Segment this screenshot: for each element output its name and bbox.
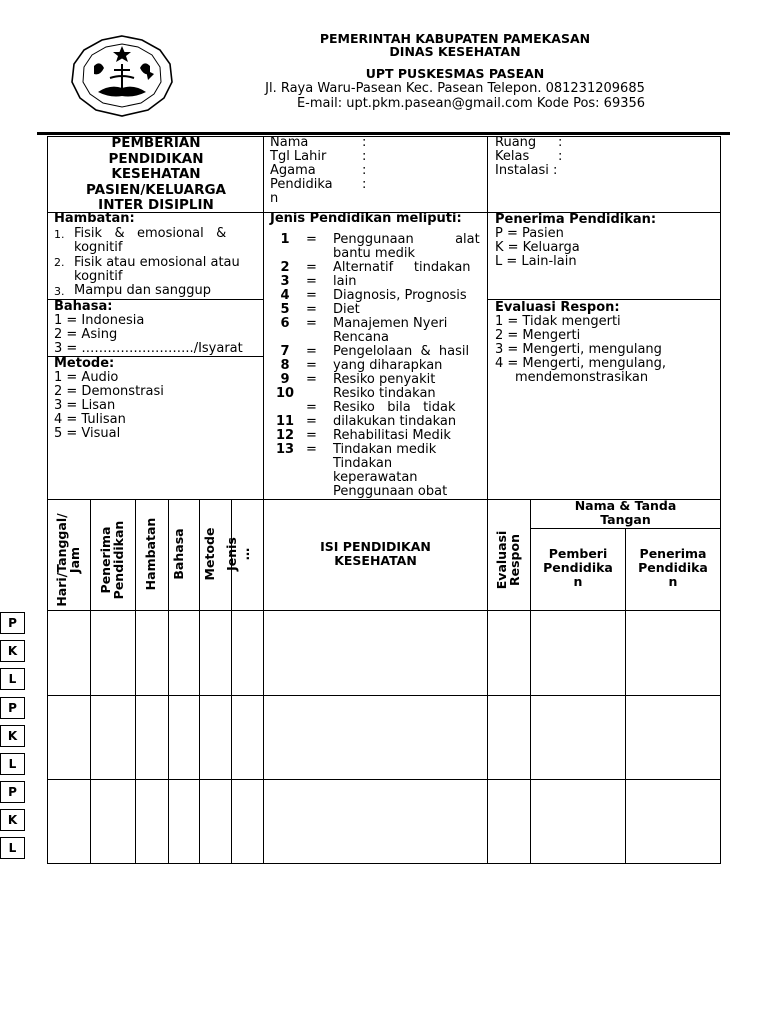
- list-item: P = Pasien: [495, 226, 564, 241]
- jenis-eq: =: [306, 428, 317, 443]
- list-item: 2 = Mengerti: [495, 328, 581, 343]
- jenis-eq: =: [306, 232, 317, 247]
- jenis-item: Alternatif tindakan: [333, 260, 471, 275]
- list-num: 3.: [54, 285, 65, 298]
- recipient-box-p[interactable]: P: [0, 697, 25, 719]
- jenis-num: 12: [275, 428, 295, 443]
- field-sep: :: [558, 149, 563, 164]
- form-title-line: PENDIDIKAN: [108, 150, 204, 167]
- jenis-num: 8: [280, 358, 290, 373]
- jenis-num: 3: [280, 274, 290, 289]
- list-item: 5 = Visual: [54, 426, 121, 441]
- list-item: 2 = Demonstrasi: [54, 384, 164, 399]
- field-label-pendidikan: Pendidika: [270, 177, 333, 192]
- gov-name: PEMERINTAH KABUPATEN PAMEKASAN: [319, 31, 591, 46]
- list-item: 3 = Mengerti, mengulang: [495, 342, 662, 357]
- jenis-item: Penggunaan obat: [333, 484, 448, 499]
- list-item: 2 = Asing: [54, 327, 118, 342]
- field-sep: :: [558, 135, 563, 150]
- field-sep: :: [362, 177, 367, 192]
- col-header-hambatan: Hambatan: [143, 517, 158, 591]
- list-item: 3 = ……………………../Isyarat: [54, 341, 243, 356]
- jenis-item: Resiko bila tidak: [333, 400, 456, 415]
- field-label-instalasi: Instalasi :: [495, 163, 558, 178]
- puskesmas-name: UPT PUSKESMAS PASEAN: [365, 66, 545, 81]
- list-num: 1.: [54, 228, 65, 241]
- hambatan-title: Hambatan:: [54, 211, 135, 226]
- list-item: 4 = Mengerti, mengulang,: [495, 356, 667, 371]
- field-sep: :: [362, 149, 367, 164]
- form-title-line: INTER DISIPLIN: [98, 197, 214, 213]
- jenis-eq: =: [306, 400, 317, 415]
- jenis-item: Tindakan medik: [333, 442, 437, 457]
- col-header-bahasa: Bahasa: [171, 528, 186, 580]
- jenis-eq: =: [306, 372, 317, 387]
- list-item: 1 = Indonesia: [54, 313, 145, 328]
- penerima-title: Penerima Pendidikan:: [495, 212, 657, 227]
- col-header-pemberi: Pemberi Pendidika n: [543, 546, 613, 589]
- jenis-item: Pengelolaan & hasil: [333, 344, 470, 359]
- field-sep: :: [362, 163, 367, 178]
- field-label-kelas: Kelas: [495, 149, 530, 164]
- col-header-isi: ISI PENDIDIKAN KESEHATAN: [320, 539, 431, 568]
- office-name: DINAS KESEHATAN: [389, 44, 521, 59]
- field-label-nama: Nama: [270, 135, 309, 150]
- jenis-item: Diet: [333, 302, 360, 317]
- bahasa-title: Bahasa:: [54, 299, 113, 314]
- field-label-agama: Agama: [270, 163, 316, 178]
- jenis-item: Rehabilitasi Medik: [333, 428, 451, 443]
- list-item: 4 = Tulisan: [54, 412, 126, 427]
- recipient-box-p[interactable]: P: [0, 781, 25, 803]
- jenis-item: Tindakan: [333, 456, 393, 471]
- list-item: kognitif: [74, 240, 123, 255]
- jenis-eq: =: [306, 442, 317, 457]
- evaluasi-title: Evaluasi Respon:: [495, 300, 620, 315]
- field-label-tgl-lahir: Tgl Lahir: [270, 149, 327, 164]
- recipient-box-l[interactable]: L: [0, 837, 25, 859]
- jenis-num: 4: [280, 288, 290, 303]
- regency-logo-icon: [64, 30, 180, 120]
- jenis-eq: =: [306, 316, 317, 331]
- list-item: mendemonstrasikan: [515, 370, 649, 385]
- jenis-eq: =: [306, 344, 317, 359]
- metode-title: Metode:: [54, 356, 115, 371]
- jenis-item: Manajemen Nyeri: [333, 316, 448, 331]
- jenis-eq: =: [306, 414, 317, 429]
- jenis-item: keperawatan: [333, 470, 418, 485]
- list-item: 3 = Lisan: [54, 398, 116, 413]
- recipient-box-k[interactable]: K: [0, 809, 25, 831]
- address-line: Jl. Raya Waru-Pasean Kec. Pasean Telepon. 081231209685: [265, 81, 645, 96]
- col-header-metode: Metode: [202, 527, 217, 581]
- col-header-evaluasi: Evaluasi Respon: [494, 530, 522, 590]
- email-line: E-mail: upt.pkm.pasean@gmail.com Kode Pos: 69356: [296, 96, 646, 111]
- list-item: 1 = Audio: [54, 370, 119, 385]
- recipient-box-l[interactable]: L: [0, 753, 25, 775]
- field-label-pendidikan-cont: n: [270, 191, 279, 206]
- recipient-box-l[interactable]: L: [0, 668, 25, 690]
- jenis-num: 11: [275, 414, 295, 429]
- col-header-hari: Hari/Tanggal/ Jam: [54, 513, 82, 607]
- field-sep: :: [362, 135, 367, 150]
- jenis-num: 13: [275, 442, 295, 457]
- jenis-title: Jenis Pendidikan meliputi:: [270, 211, 462, 226]
- col-header-nama-tanda: Nama & Tanda Tangan: [574, 498, 677, 527]
- jenis-eq: =: [306, 260, 317, 275]
- field-label-ruang: Ruang: [495, 135, 537, 150]
- jenis-eq: =: [306, 274, 317, 289]
- jenis-item: yang diharapkan: [333, 358, 443, 373]
- jenis-num: 2: [280, 260, 290, 275]
- jenis-item: Resiko penyakit: [333, 372, 436, 387]
- jenis-item: Diagnosis, Prognosis: [333, 288, 467, 303]
- list-num: 2.: [54, 256, 65, 269]
- jenis-item: lain: [333, 274, 357, 289]
- form-title-line: PEMBERIAN: [111, 135, 201, 151]
- jenis-num: 7: [280, 344, 290, 359]
- col-header-penerima: Penerima Pendidikan: [98, 520, 126, 600]
- list-item: Fisik atau emosional atau: [74, 255, 240, 270]
- list-item: kognitif: [74, 269, 123, 284]
- jenis-item: Penggunaan alat: [333, 232, 480, 247]
- recipient-box-k[interactable]: K: [0, 640, 25, 662]
- list-item: 1 = Tidak mengerti: [495, 314, 621, 329]
- list-item: Fisik & emosional &: [74, 226, 227, 241]
- list-item: Mampu dan sanggup: [74, 283, 212, 298]
- list-item: K = Keluarga: [495, 240, 580, 255]
- jenis-item: dilakukan tindakan: [333, 414, 457, 429]
- form-title-line: KESEHATAN: [111, 166, 201, 182]
- jenis-num: 6: [280, 316, 290, 331]
- jenis-num: 9: [280, 372, 290, 387]
- jenis-item: Resiko tindakan: [333, 386, 436, 401]
- jenis-num: 10: [275, 386, 295, 401]
- jenis-eq: =: [306, 358, 317, 373]
- col-header-jenis: Jenis …: [224, 537, 252, 571]
- jenis-item: Rencana: [333, 330, 390, 345]
- jenis-item: bantu medik: [333, 246, 415, 261]
- recipient-box-k[interactable]: K: [0, 725, 25, 747]
- recipient-box-p[interactable]: P: [0, 612, 25, 634]
- jenis-num: 1: [280, 232, 290, 247]
- col-header-penerima-pendidikan: Penerima Pendidika n: [638, 546, 708, 589]
- jenis-eq: =: [306, 302, 317, 317]
- jenis-num: 5: [280, 302, 290, 317]
- list-item: L = Lain-lain: [495, 254, 577, 269]
- form-title-line: PASIEN/KELUARGA: [85, 181, 227, 198]
- jenis-eq: =: [306, 288, 317, 303]
